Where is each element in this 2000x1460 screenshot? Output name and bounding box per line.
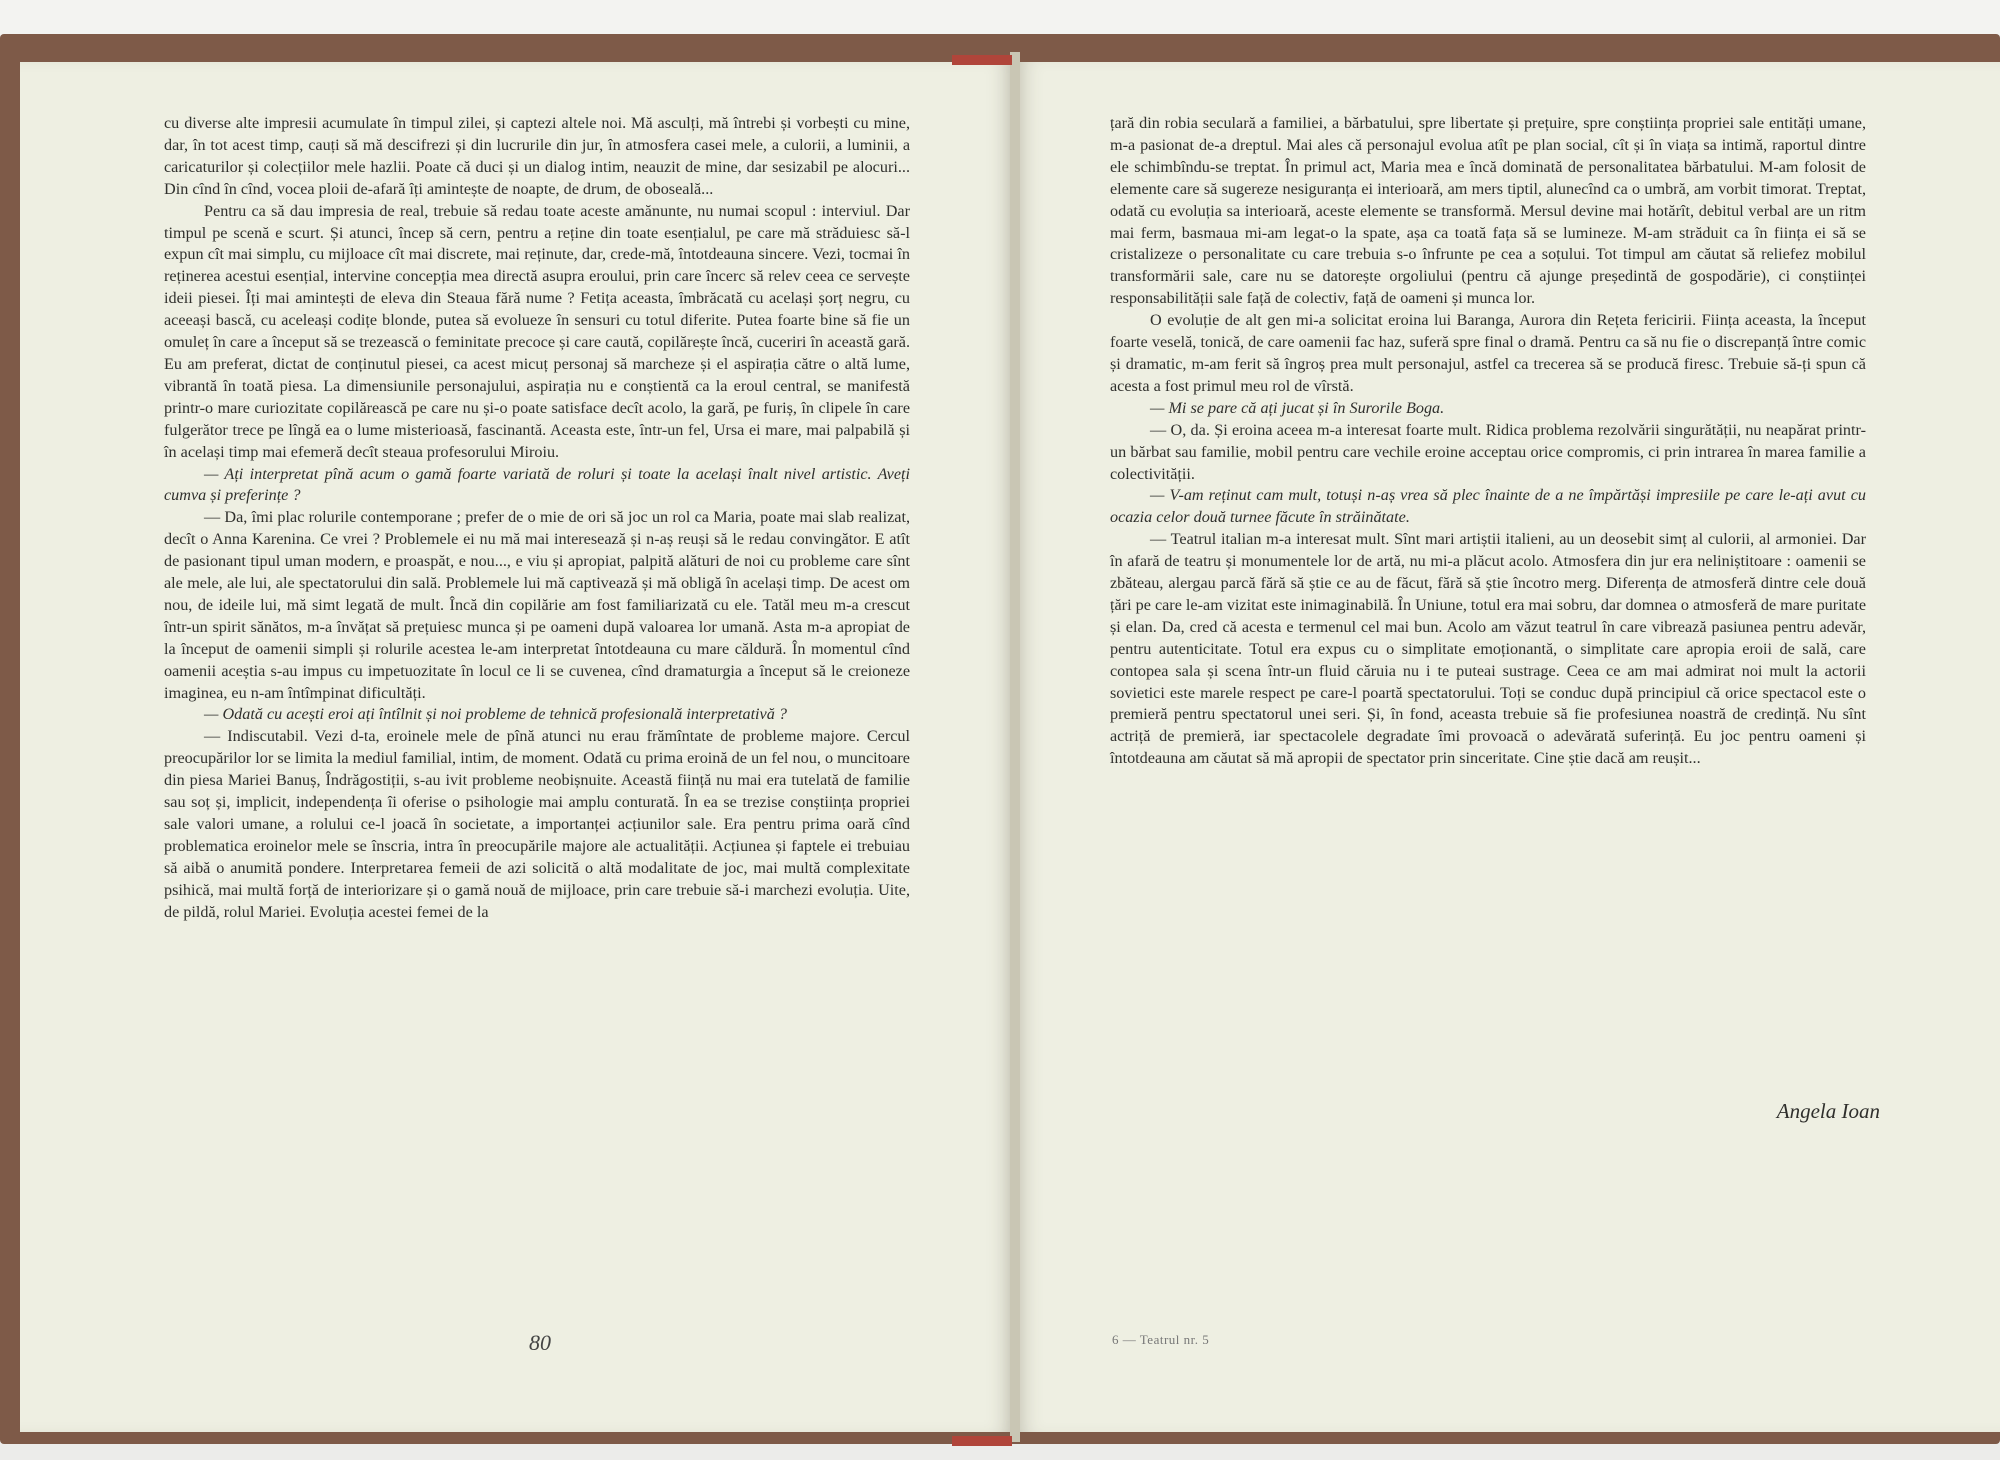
page-footer: 6 — Teatrul nr. 5 (1112, 1332, 1210, 1347)
book-gutter (1010, 52, 1020, 1442)
paragraph: Pentru ca să dau impresia de real, trebuie să redau toate aceste amănunte, nu numai scopul : interviul. Dar timpul pe scenă e scurt. Și atunci, încep să cern, pentru a reține din toate esențialul, pe care mă străduiesc să-l expun cît mai simplu, cu mijloace cît mai discrete, mai reținute, dar, crede-mă, întotdeauna sincere. Vezi, tocmai în reținerea acestui esențial, intervine concepția mea directă asupra eroului, prin care încerc să relev ceea ce servește ideii piesei. Îți mai amintești de eleva din Steaua fără nume ? Fetița aceasta, îmbrăcată cu același șorț negru, cu aceeași bască, cu aceleași codițe blonde, putea să evolueze în sensuri cu totul diferite. Putea foarte bine să fie un omuleț în care a început să se trezească o feminitate precoce și care caută, copilărește încă, cuceriri în această gară. Eu am preferat, dictat de conținutul piesei, ca acest micuț personaj să marcheze și el aspirația către o altă lume, vibrantă în toată piesa. La dimensiunile personajului, aspirația nu e conștientă ca la eroul central, se manifestă printr-o mare curiozitate copilărească pe care nu și-o poate satisface decît acolo, la gară, pe furiș, în clipele în care fulgerător trece pe lîngă ea o lume misterioasă, fascinantă. Aceasta este, într-un fel, Ursa ei mare, mai palpabilă și în același timp mai efemeră decît steaua profesorului Miroiu. (164, 201, 910, 461)
right-page-text (1110, 113, 1866, 770)
paragraph: țară din robia seculară a familiei, a bărbatului, spre libertate și prețuire, spre conștiința propriei sale entități umane, m-a pasionat de-a dreptul. Mai ales că personajul evolua atît pe plan social, cît și în viața sa intimă, raportul dintre ele schimbîndu-se treptat. În primul act, Maria mea e încă dominată de personalitatea bărbatului. M-am folosit de elemente care să sugereze nesiguranța ei interioară, am mers tiptil, alunecînd ca o umbră, am vorbit timorat. Treptat, odată cu evoluția sa interioară, aceste elemente se transformă. Mersul devine mai hotărît, debitul verbal are un ritm mai ferm, basmaua mi-am legat-o la spate, așa ca toată fața să se lumineze. M-am străduit ca în ființa ei să se cristalizeze o personalitate cu care trebuia s-o înfrunte pe cea a soțului. Tot timpul am căutat să reliefez mobilul transformării sale, care nu se datorește orgoliului (pentru că ajunge președintă de gospodărie), ci conștiinței responsabilității sale față de colectiv, față de oameni și munca lor. (1110, 114, 1866, 308)
interview-question: — Mi se pare că ați jucat și în Surorile Boga. (1150, 398, 1445, 417)
spine-ribbon-bottom (952, 1436, 1012, 1446)
paragraph: — Da, îmi plac rolurile contemporane ; prefer de o mie de ori să joc un rol ca Maria, poate mai slab realizat, decît o Anna Karenina. Ce vrei ? Problemele ei nu mă mai interesează și n-aș reuși să le redau convingător. E atît de pasionant tipul uman modern, e proaspăt, e nou..., e viu și apropiat, palpită alături de noi cu probleme care sînt ale mele, ale lui, ale spectatorului din sală. Problemele lui mă captivează și mă obligă în același timp. De acest om nou, de ideile lui, mă simt legată de mult. Încă din copilărie am fost familiarizată cu ele. Tatăl meu m-a crescut într-un spirit sănătos, m-a învățat să prețuiesc munca și pe oameni după valoarea lor umană. Asta m-a apropiat de la început de oamenii simpli și rolurile acestea le-am interpretat întotdeauna cu mare căldură. În momentul cînd oamenii aceștia s-au impus cu impetuozitate în locul ce li se cuvenea, cînd dramaturgia a început să le creioneze imaginea, eu n-am întîmpinat dificultăți. (164, 508, 910, 702)
paragraph: — Teatrul italian m-a interesat mult. Sînt mari artiștii italieni, au un deosebit simț al culorii, al armoniei. Dar în afară de teatru și monumentele lor de artă, nu mi-a plăcut acolo. Atmosfera din jur era neliniștitoare : oamenii se zbăteau, alergau parcă fără să știe ce au de făcut, fără să știe încotro merg. Diferența de atmosferă dintre cele două țări pe care le-am vizitat este inimaginabilă. În Uniune, totul era mai sobru, dar domnea o atmosferă de mare puritate și elan. Da, cred că acesta e termenul cel mai bun. Acolo am văzut teatrul în care vibrează pasiunea pentru adevăr, pentru autenticitate. Totul era expus cu o simplitate emoționantă, o simplitate care apropia eroii de sală, care contopea sala și scena într-un fluid căruia nu i te puteai sustrage. Ceea ce am mai admirat noi mult la actorii sovietici este marele respect pe care-l poartă spectatorului. Toți se conduc după principiul că orice spectacol este o premieră pentru spectatorul unei seri. Și, în fond, aceasta trebuie să fie profesiunea noastră de credință. Nu sînt actriță de premieră, iar spectacolele degradate îmi provoacă o adevărată suferință. Eu joc pentru oameni și întotdeauna am căutat să mă apropii de spectator prin sinceritate. Cine știe dacă am reușit... (1110, 530, 1867, 768)
paragraph: cu diverse alte impresii acumulate în timpul zilei, și captezi altele noi. Mă asculți, mă întrebi și vorbești cu mine, dar, în tot acest timp, cauți să mă descifrezi și din lucrurile din jur, în atmosfera casei mele, a culorii, a luminii, a caricaturilor și colecțiilor mele hazlii. Poate că duci și un dialog intim, neauzit de mine, dar sesizabil pe alocuri... Din cînd în cînd, vocea ploii de-afară îți amintește de noapte, de drum, de oboseală... (164, 114, 910, 198)
paragraph: O evoluție de alt gen mi-a solicitat eroina lui Baranga, Aurora din Rețeta fericirii. Ființa aceasta, la început foarte veselă, tonică, de care oamenii fac haz, suferă spre final o dramă. Pentru ca să nu fie o discrepanță între comic și dramatic, m-am ferit să îngroș prea mult personajul, astfel ca trecerea să se producă firesc. Trebuie să-ți spun că acesta a fost primul meu rol de vîrstă. (1110, 311, 1866, 395)
left-page-text (164, 113, 910, 924)
interview-question: — Odată cu acești eroi ați întîlnit și noi probleme de tehnică profesională interpretativă ? (204, 705, 787, 724)
paragraph: — O, da. Și eroina aceea m-a interesat foarte mult. Ridica problema rezolvării singurătății, nu neapărat printr-un bărbat sau familie, mobil pentru care vechile eroine acceptau orice compromis, ci prin intrarea în marea familie a colectivității. (1110, 420, 1866, 483)
interview-question: — V-am reținut cam mult, totuși n-aș vrea să plec înainte de a ne împărtăși impresiile pe care le-ați avut cu ocazia celor două turnee făcute în străinătate. (1110, 486, 1866, 527)
spine-ribbon-top (952, 55, 1012, 65)
author-signature: Angela Ioan (1776, 1099, 1880, 1123)
interview-question: — Ați interpretat pînă acum o gamă foarte variată de roluri și toate la același înalt nivel artistic. Aveți cumva și preferințe ? (164, 464, 910, 505)
page-number: 80 (529, 1330, 551, 1355)
paragraph: — Indiscutabil. Vezi d-ta, eroinele mele de pînă atunci nu erau frămîntate de probleme majore. Cercul preocupărilor lor se limita la mediul familial, intim, de moment. Odată cu prima eroină de un fel nou, o muncitoare din piesa Mariei Banuș, Îndrăgostiții, s-au ivit probleme neobișnuite. Această ființă nu mai era tutelată de familie sau soț și, implicit, independența îi oferise o psihologie mai amplu conturată. În ea se trezise conștiința propriei sale valori umane, a rolului ce-l joacă în societate, a importanței acțiunilor sale. Era pentru prima oară cînd problematica eroinelor mele se înscria, intra în preocupările majore ale actualității. Acțiunea și faptele ei trebuiau să aibă o anumită pondere. Interpretarea femeii de azi solicită o altă modalitate de joc, mai multă complexitate psihică, mai multă forță de interiorizare și o gamă nouă de mijloace, prin care trebuie să-i marchezi evoluția. Uite, de pildă, rolul Mariei. Evoluția acestei femei de la (164, 727, 910, 921)
